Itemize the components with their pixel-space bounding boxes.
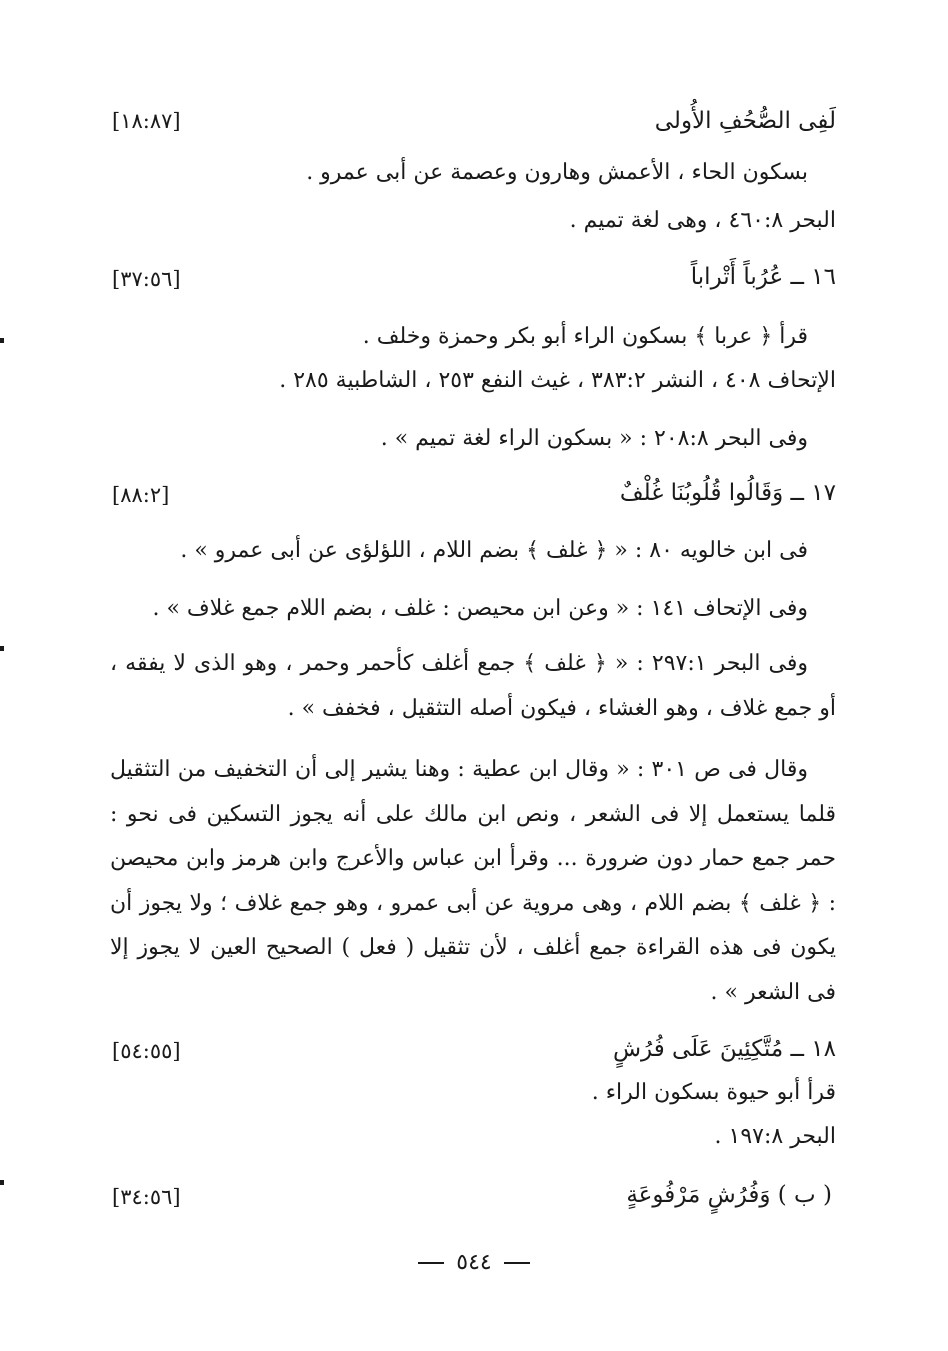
verse-reference: [٥٤:٥٥] (112, 1039, 181, 1063)
text-paragraph: وقال فى ص ٣٠١ : « وقال ابن عطية : وهنا يشير إلى أن التخفيف من التثقيل قلما يستعمل إلا فى الشعر ، ونص ابن مالك على أنه يجوز التسكين فى نحو : حمر جمع حمار دون ضرورة ... وقرأ ابن عباس والأعرج وابن هرمز وابن محيصن : ﴿ غلف ﴾ بضم اللام ، وهى مروية عن أبى عمرو ، وهو جمع غلاف ؛ ولا يجوز أن يكون فى هذه القراءة جمع أغلف ، لأن تثقيل ( فعل ) الصحيح العين لا يجوز إلا فى الشعر » . (110, 757, 836, 1005)
verse-heading: ١٦ ــ عُرُباً أَتْراباً (690, 264, 836, 290)
verse-reference: [١٨:٨٧] (112, 109, 181, 133)
verse-reference: [٨٨:٢] (112, 483, 170, 507)
text-line: وفى البحر ٢٠٨:٨ : « بسكون الراء لغة تميم » . (380, 426, 808, 451)
text-line: بسكون الحاء ، الأعمش وهارون وعصمة عن أبى عمرو . (306, 160, 808, 185)
text-line: قرأ أبو حيوة بسكون الراء . (591, 1080, 836, 1105)
scan-mark (0, 646, 4, 651)
text-line: الإتحاف ٤٠٨ ، النشر ٣٨٣:٢ ، غيث النفع ٢٥٣ ، الشاطبية ٢٨٥ . (279, 368, 836, 393)
verse-reference: [٣٧:٥٦] (112, 267, 181, 291)
text-line: فى ابن خالويه ٨٠ : « ﴿ غلف ﴾ بضم اللام ، اللؤلؤى عن أبى عمرو » . (180, 538, 808, 563)
verse-heading: لَفِى الصُّحُفِ الأُولى (654, 108, 836, 134)
text-paragraph: وفى البحر ٢٩٧:١ : « ﴿ غلف ﴾ جمع أغلف كأحمر وحمر ، وهو الذى لا يفقه ، أو جمع غلاف ، وهو الغشاء ، فيكون أصله التثقيل ، فخفف » . (110, 651, 836, 721)
page-number: ٥٤٤ (456, 1250, 492, 1275)
text-line: وفى الإتحاف ١٤١ : « وعن ابن محيصن : غلف ، بضم اللام جمع غلاف » . (152, 596, 808, 621)
scan-mark (0, 338, 4, 343)
footer-dash (504, 1262, 530, 1264)
verse-heading: ( ب ) وَفُرُشٍ مَرْفُوعَةٍ (626, 1182, 832, 1208)
text-line: البحر ١٩٧:٨ . (714, 1124, 836, 1149)
page-footer (0, 1250, 948, 1275)
verse-reference: [٣٤:٥٦] (112, 1185, 181, 1209)
verse-heading: ١٧ ــ وَقَالُوا قُلُوبُنَا غُلْفٌ (619, 480, 836, 506)
footer-dash (418, 1262, 444, 1264)
text-line: البحر ٤٦٠:٨ ، وهى لغة تميم . (569, 208, 836, 233)
verse-heading: ١٨ ــ مُتَّكِئِينَ عَلَى فُرُشٍ (612, 1036, 836, 1062)
text-line: قرأ ﴿ عربا ﴾ بسكون الراء أبو بكر وحمزة وخلف . (362, 324, 808, 349)
scan-mark (0, 1180, 4, 1185)
